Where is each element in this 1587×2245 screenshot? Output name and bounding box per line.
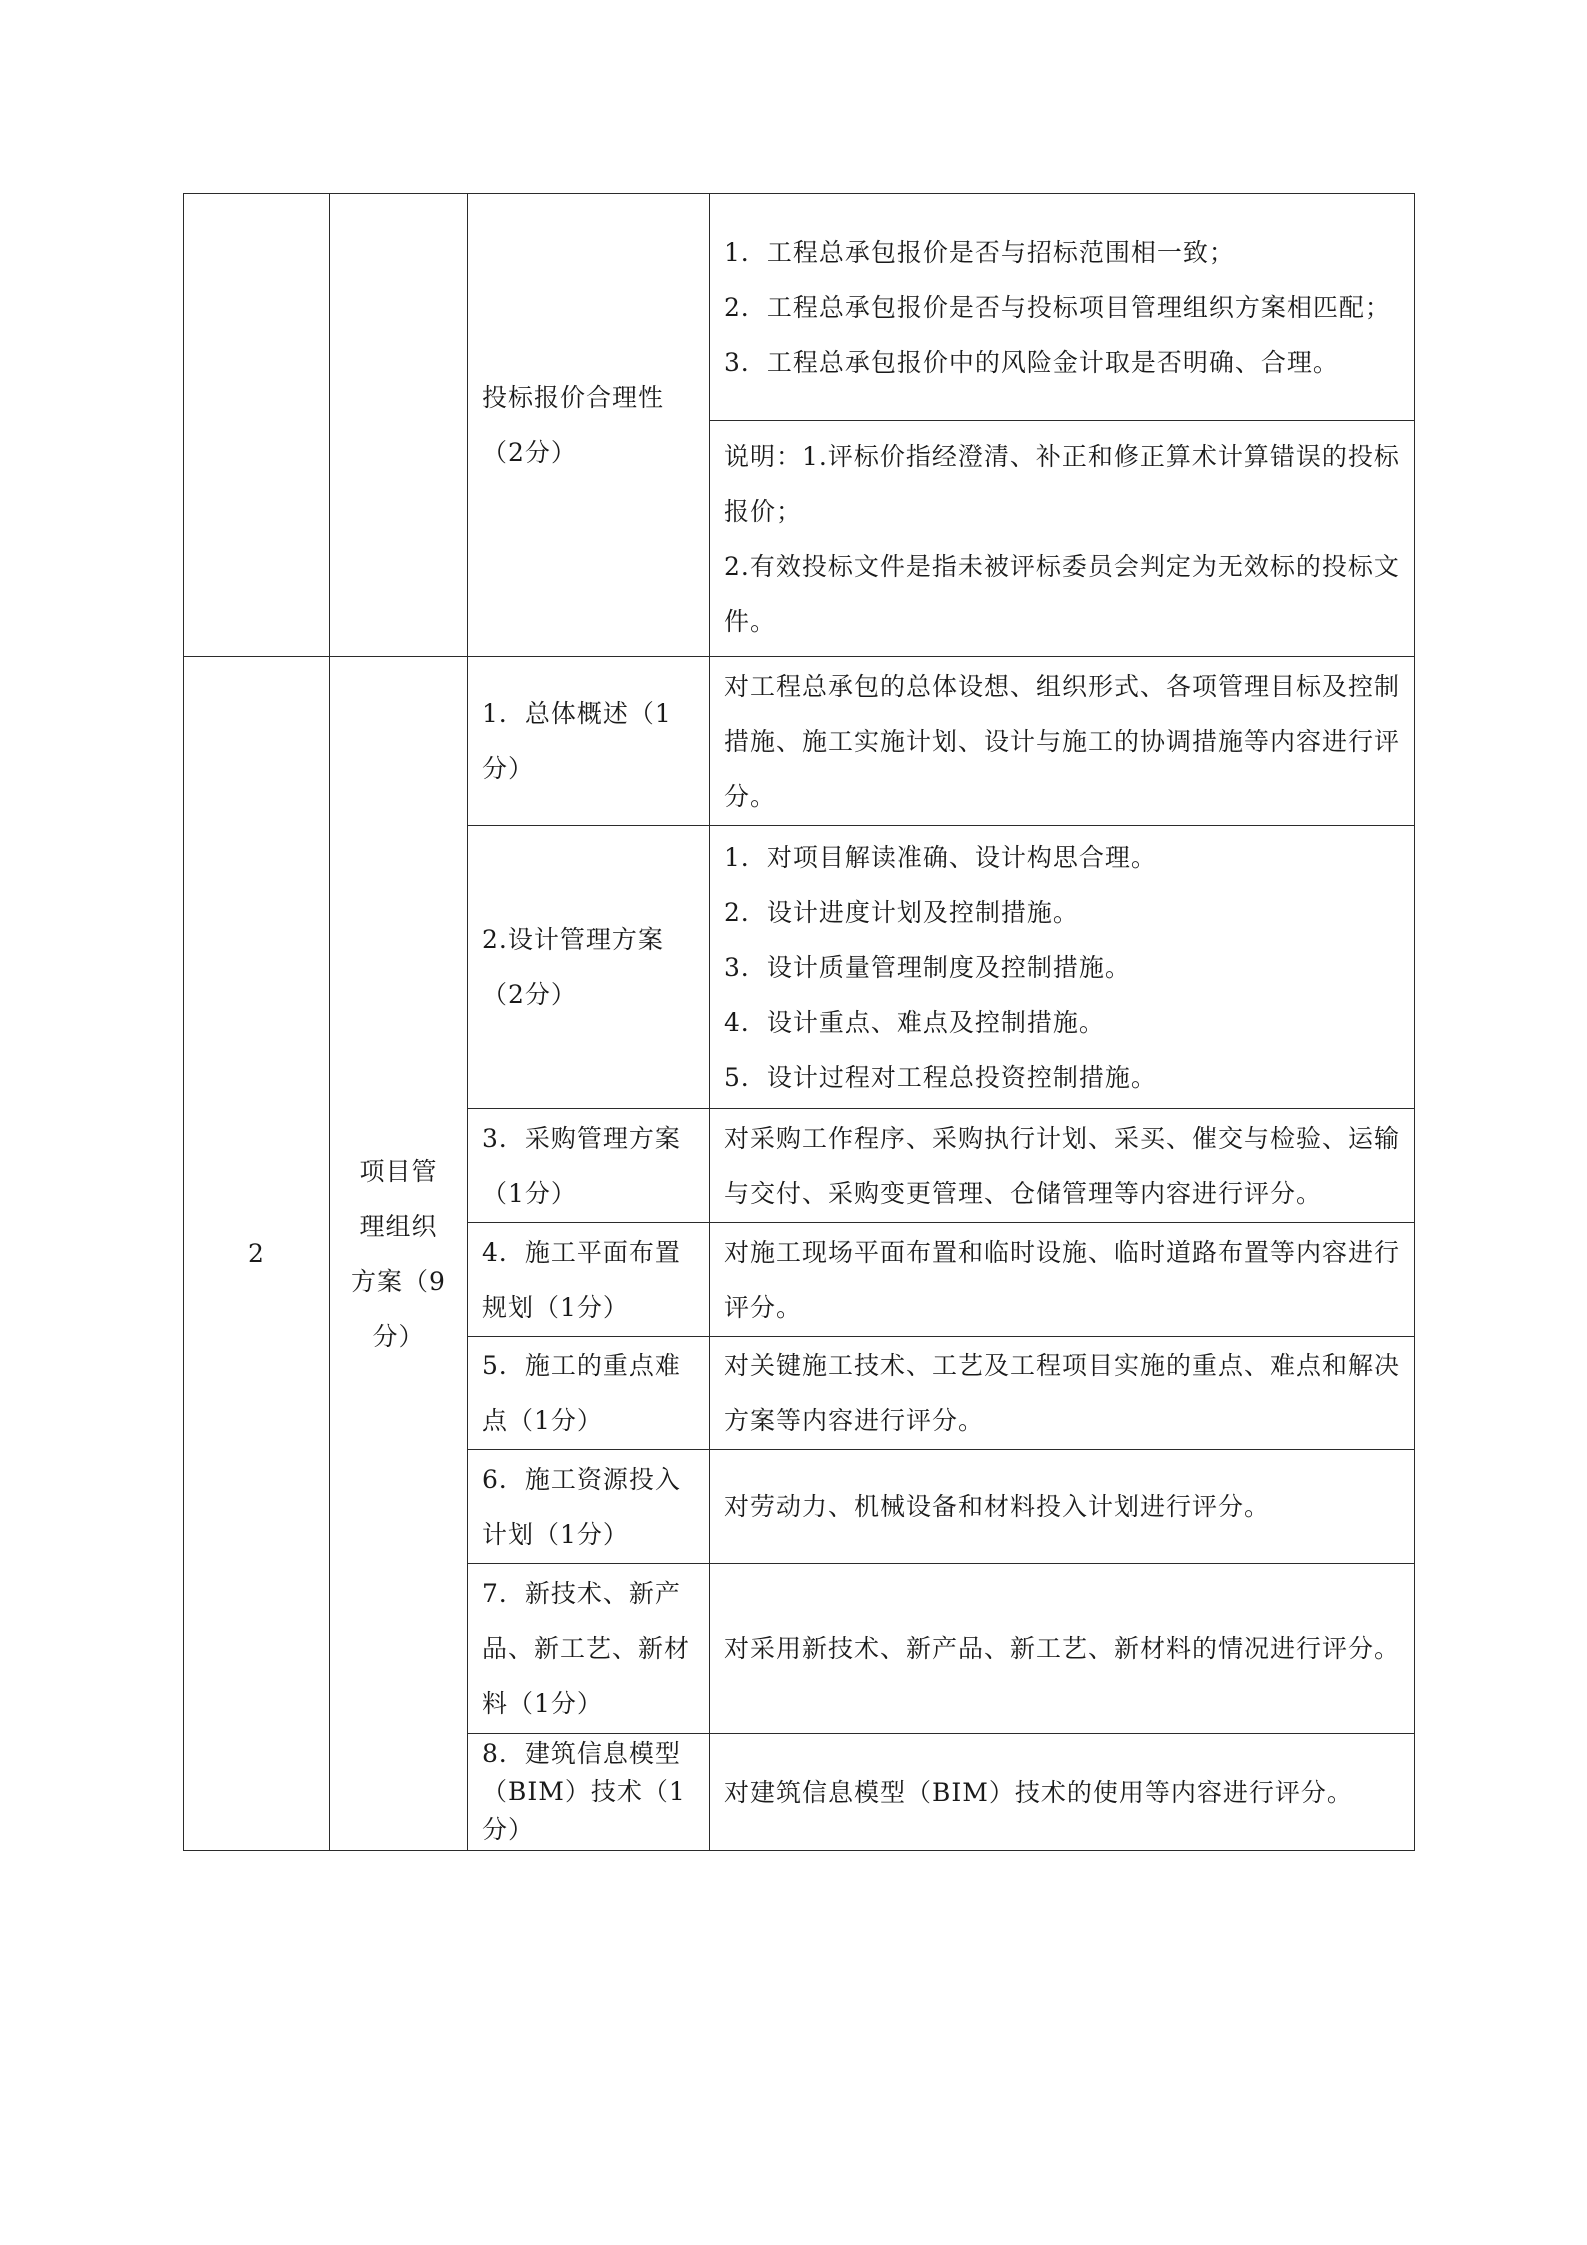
- item-name-cell: [468, 1223, 710, 1337]
- item-desc: 4．设计重点、难点及控制措施。: [724, 1007, 1105, 1037]
- item-desc: 对工程总承包的总体设想、组织形式、各项管理目标及控制措施、施工实施计划、设计与施工的协调措施等内容进行评分。: [724, 671, 1401, 811]
- item-name: 6．施工资源投入计划（1分）: [482, 1464, 681, 1549]
- item-name-cell: [468, 1450, 710, 1564]
- item-name: 2.设计管理方案（2分）: [482, 925, 664, 1009]
- item-desc-cell: [710, 1564, 1415, 1734]
- item-desc-cell: [710, 1109, 1415, 1223]
- item-name-cell: [468, 1734, 710, 1851]
- item-desc-cell: [710, 1337, 1415, 1450]
- item-desc: 2．设计进度计划及控制措施。: [724, 897, 1079, 927]
- item-name: 7．新技术、新产品、新工艺、新材料（1分）: [482, 1579, 691, 1718]
- item-name: 8．建筑信息模型（BIM）技术（1分）: [482, 1739, 686, 1844]
- section-number: 2: [184, 657, 330, 1851]
- item-name: 4．施工平面布置规划（1分）: [482, 1237, 681, 1322]
- table-row: [184, 194, 1415, 421]
- item-name-cell: [468, 826, 710, 1109]
- criteria-line: 2．工程总承包报价是否与投标项目管理组织方案相匹配；: [724, 292, 1391, 322]
- item-desc: 5．设计过程对工程总投资控制措施。: [724, 1062, 1157, 1092]
- item-desc-cell: [710, 1734, 1415, 1851]
- item-desc-cell: [710, 826, 1415, 1109]
- item-desc: 对关键施工技术、工艺及工程项目实施的重点、难点和解决方案等内容进行评分。: [724, 1351, 1401, 1435]
- item-name: 1．总体概述（1分）: [482, 699, 672, 783]
- category-name: 项目管理组织方案（9分）: [351, 1156, 446, 1351]
- table-row: [184, 657, 1415, 826]
- item-name-cell: [468, 194, 710, 657]
- notes-cell: [710, 421, 1415, 657]
- item-name: 3．采购管理方案（1分）: [482, 1123, 681, 1208]
- scoring-table: [183, 193, 1415, 1851]
- note-line: 说明：1.评标价指经澄清、补正和修正算术计算错误的投标报价；: [724, 441, 1400, 526]
- item-desc: 对采购工作程序、采购执行计划、采买、催交与检验、运输与交付、采购变更管理、仓储管理等内容进行评分。: [724, 1123, 1401, 1208]
- empty-number-cell: [184, 194, 330, 657]
- item-name-cell: [468, 1109, 710, 1223]
- item-desc: 对采用新技术、新产品、新工艺、新材料的情况进行评分。: [724, 1634, 1401, 1663]
- item-desc-cell: [710, 1223, 1415, 1337]
- item-desc: 对施工现场平面布置和临时设施、临时道路布置等内容进行评分。: [724, 1237, 1401, 1322]
- item-name-cell: [468, 1337, 710, 1450]
- item-desc-cell: [710, 657, 1415, 826]
- item-desc-cell: [710, 1450, 1415, 1564]
- item-name-cell: [468, 1564, 710, 1734]
- criteria-cell: [710, 194, 1415, 421]
- item-desc: 对建筑信息模型（BIM）技术的使用等内容进行评分。: [724, 1777, 1353, 1807]
- item-name: 5．施工的重点难点（1分）: [482, 1351, 681, 1435]
- criteria-line: 3．工程总承包报价中的风险金计取是否明确、合理。: [724, 347, 1339, 377]
- item-name: 投标报价合理性（2分）: [482, 383, 665, 467]
- category-cell: [330, 657, 468, 1851]
- item-name-cell: [468, 657, 710, 826]
- item-desc: 3．设计质量管理制度及控制措施。: [724, 952, 1131, 982]
- empty-category-cell: [330, 194, 468, 657]
- item-desc: 对劳动力、机械设备和材料投入计划进行评分。: [724, 1492, 1271, 1521]
- criteria-line: 1．工程总承包报价是否与招标范围相一致；: [724, 237, 1235, 267]
- item-desc: 1．对项目解读准确、设计构思合理。: [724, 842, 1157, 872]
- note-line: 2.有效投标文件是指未被评标委员会判定为无效标的投标文件。: [724, 551, 1400, 636]
